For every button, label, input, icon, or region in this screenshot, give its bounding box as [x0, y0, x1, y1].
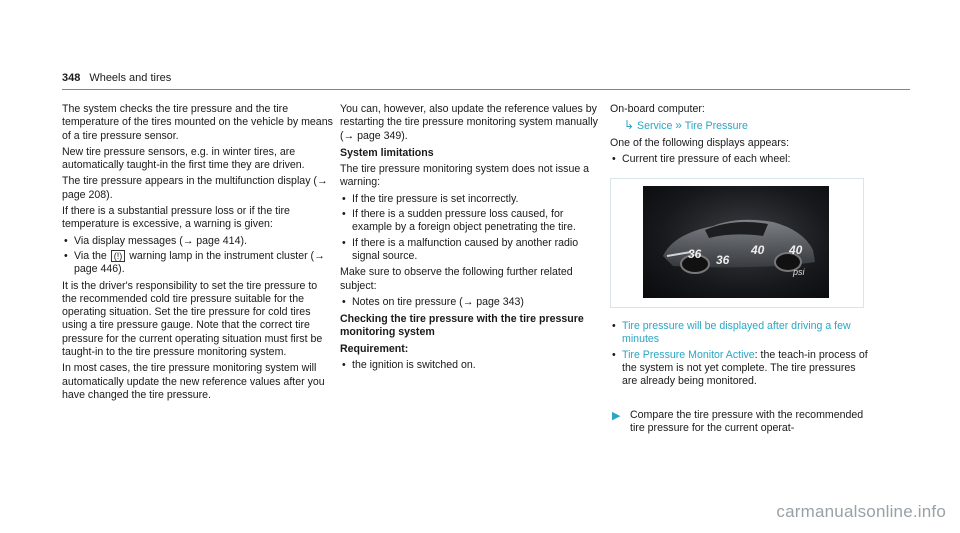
column-3 [610, 103, 870, 435]
list-item [340, 237, 602, 264]
page-title: Wheels and tires [89, 72, 172, 84]
warning-list [62, 235, 334, 277]
tire-pressure-display-figure [610, 178, 864, 308]
bullet-icon: • [64, 234, 68, 247]
menu-item-service: Service [637, 120, 673, 133]
list-item-text: Current tire pressure of each wheel: [622, 152, 791, 165]
list-item [610, 349, 870, 389]
section-heading: System limitations [340, 146, 434, 159]
header-rule [62, 89, 910, 90]
page-header [62, 72, 910, 89]
paragraph: On-board computer: [610, 103, 705, 115]
bullet-icon: • [342, 192, 346, 205]
car-illustration [643, 186, 829, 298]
paragraph: The tire pressure monitoring system does not issue a warning: [340, 163, 590, 189]
list-item-text: Via display messages (→ page 414). [74, 234, 247, 247]
rear-left-pressure: 36 [716, 253, 730, 268]
action-text: Compare the tire pressure with the recommended tire pressure for the current operat- [630, 408, 864, 434]
status-message-driving: Tire pressure will be displayed after driving a few minutes [622, 320, 851, 346]
list-item-text: Via the [74, 249, 107, 262]
list-item-text: If the tire pressure is set incorrectly. [352, 192, 519, 205]
paragraph: You can, however, also update the reference values by restarting the tire pressure monitoring system manually (→ page 349). [340, 103, 598, 142]
menu-arrow-icon: ↳ [624, 118, 635, 133]
bullet-icon: • [342, 208, 346, 221]
bullet-icon: • [342, 236, 346, 249]
bullet-icon: • [612, 320, 616, 333]
paragraph: Make sure to observe the following further related subject: [340, 266, 573, 292]
paragraph: New tire pressure sensors, e.g. in winter tires, are automatically taught-in the first time they are driven. [62, 145, 305, 172]
list-item [340, 359, 602, 372]
paragraph: In most cases, the tire pressure monitoring system will automatically update the new reference values after you have changed the tire pressure. [62, 362, 325, 401]
list-item-text: Notes on tire pressure (→ page 343) [352, 295, 524, 308]
list-item-text: If there is a malfunction caused by another radio signal source. [352, 236, 579, 262]
list-item [340, 193, 602, 206]
watermark: carmanualsonline.info [776, 502, 946, 521]
page-number: 348 [62, 72, 81, 84]
list-item [340, 208, 602, 235]
list-item-text: warning lamp in the instrument cluster (→ page 446). [74, 249, 325, 276]
paragraph: One of the following displays appears: [610, 136, 790, 149]
display-list [610, 153, 870, 166]
menu-item-tire-pressure: Tire Pressure [684, 120, 748, 133]
list-item-text: the ignition is switched on. [352, 359, 476, 372]
list-item [62, 250, 334, 277]
list-item [340, 296, 602, 309]
column-1 [62, 103, 334, 405]
status-message-active: Tire Pressure Monitor Active [622, 348, 755, 361]
display-screen [643, 186, 829, 298]
tire-pressure-warning-icon: (!) [111, 250, 126, 262]
bullet-icon: • [612, 152, 616, 165]
related-list [340, 296, 602, 309]
action-triangle-icon: ▶ [612, 409, 621, 422]
bullet-icon: • [342, 359, 346, 372]
front-left-pressure: 36 [688, 247, 702, 262]
double-chevron-icon: » [675, 118, 682, 133]
paragraph: The tire pressure appears in the multifunction display (→ page 208). [62, 175, 328, 201]
action-step [610, 409, 870, 436]
paragraph: It is the driver's responsibility to set the tire pressure to the recommended cold tire pressure suitable for the operating situation. Set the tire pressure for cold tires using a tire pressure gauge. Note that the correct tire pressure for the current operating situation must first be taught-in to the tire pressure monitoring system. [62, 279, 323, 359]
requirement-label: Requirement: [340, 342, 409, 355]
list-item [610, 320, 870, 347]
list-item [62, 235, 334, 248]
requirement-list [340, 359, 602, 372]
bullet-icon: • [612, 348, 616, 361]
pressure-unit: psi [793, 267, 805, 278]
list-item-text: If there is a sudden pressure loss caused, for example by a foreign object penetrating the tire. [352, 208, 576, 234]
menu-path [610, 119, 870, 133]
list-item-text: : the teach-in process of the system is not yet complete. The tire pressures are already being monitored. [622, 348, 868, 388]
bullet-icon: • [342, 295, 346, 308]
paragraph: The system checks the tire pressure and the tire temperature of the tires mounted on the vehicle by means of a tire pressure sensor. [62, 103, 333, 142]
rear-right-pressure: 40 [789, 243, 803, 258]
front-right-pressure: 40 [751, 243, 765, 258]
list-item [610, 153, 870, 166]
status-list [610, 320, 870, 388]
column-2 [340, 103, 602, 375]
paragraph: If there is a substantial pressure loss or if the tire temperature is excessive, a warning is given: [62, 205, 290, 231]
bullet-icon: • [64, 249, 68, 262]
section-heading: Checking the tire pressure with the tire pressure monitoring system [340, 313, 584, 339]
limitations-list [340, 193, 602, 263]
